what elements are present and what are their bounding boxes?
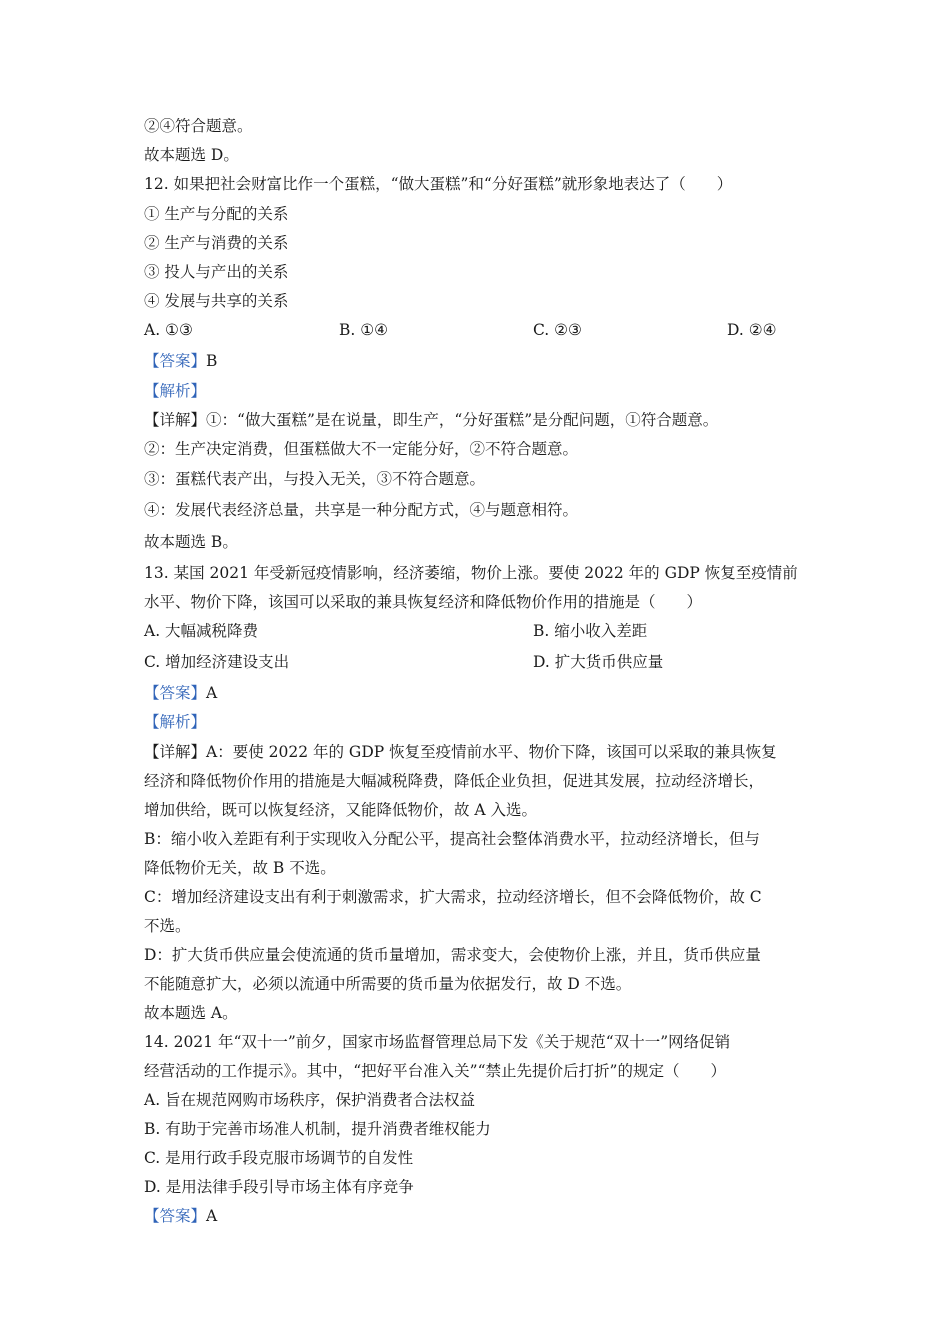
q13-detail-line: B：缩小收入差距有利于实现收入分配公平，提高社会整体消费水平，拉动经济增长，但与	[144, 830, 760, 848]
q14-option-b: B. 有助于完善市场准人机制，提升消费者维权能力	[144, 1120, 491, 1138]
question-14-stem-cont: 经营活动的工作提示》。其中，“把好平台准入关”“禁止先提价后打折”的规定（ ）	[144, 1062, 726, 1080]
answer-value: A	[206, 684, 218, 702]
q13-detail-line: 经济和降低物价作用的措施是大幅减税降费，降低企业负担，促进其发展，拉动经济增长，	[144, 772, 765, 790]
q13-detail-line: 降低物价无关，故 B 不选。	[144, 859, 336, 877]
answer-value: A	[206, 1207, 218, 1225]
statement-4: ④ 发展与共享的关系	[144, 292, 289, 310]
q14-option-a: A. 旨在规范网购市场秩序，保护消费者合法权益	[144, 1091, 476, 1109]
detail-tag: 【详解】	[144, 743, 207, 761]
q13-detail-line: 不能随意扩大，必须以流通中所需要的货币量为依据发行，故 D 不选。	[144, 975, 632, 993]
q13-analysis-tag	[144, 712, 206, 732]
q13-option-b: B. 缩小收入差距	[533, 622, 648, 640]
text-line: 故本题选 D。	[144, 146, 239, 164]
detail-text: ①：“做大蛋糕”是在说量，即生产，“分好蛋糕”是分配问题，①符合题意。	[206, 411, 719, 429]
q12-answer	[144, 351, 217, 371]
q13-detail-line: D：扩大货币供应量会使流通的货币量增加，需求变大，会使物价上涨，并且，货币供应量	[144, 946, 761, 964]
analysis-tag: 【解析】	[144, 713, 207, 731]
statement-3: ③ 投人与产出的关系	[144, 263, 289, 281]
question-13-stem-cont: 水平、物价下降，该国可以采取的兼具恢复经济和降低物价作用的措施是（ ）	[144, 593, 703, 611]
q12-detail-line: ④：发展代表经济总量，共享是一种分配方式，④与题意相符。	[144, 501, 579, 519]
q13-conclusion: 故本题选 A。	[144, 1004, 238, 1022]
q12-analysis-tag	[144, 381, 206, 401]
q13-detail-line: 不选。	[144, 917, 191, 935]
detail-tag: 【详解】	[144, 411, 207, 429]
q13-detail-line: 增加供给，既可以恢复经济，又能降低物价，故 A 入选。	[144, 801, 538, 819]
question-14-stem: 14. 2021 年“双十一”前夕，国家市场监督管理总局下发《关于规范“双十一”网络促销	[144, 1033, 731, 1051]
q12-conclusion: 故本题选 B。	[144, 533, 238, 551]
answer-value: B	[206, 352, 218, 370]
q12-option-a: A. ①③	[144, 321, 193, 339]
analysis-tag: 【解析】	[144, 382, 207, 400]
q13-option-a: A. 大幅减税降费	[144, 622, 259, 640]
q14-option-c: C. 是用行政手段克服市场调节的自发性	[144, 1149, 414, 1167]
q13-detail-first	[144, 742, 777, 762]
q12-option-d: D. ②④	[727, 321, 777, 339]
q13-option-d: D. 扩大货币供应量	[533, 653, 664, 671]
q13-answer	[144, 683, 217, 703]
answer-tag: 【答案】	[144, 1207, 207, 1225]
q14-option-d: D. 是用法律手段引导市场主体有序竞争	[144, 1178, 414, 1196]
q13-option-c: C. 增加经济建设支出	[144, 653, 290, 671]
answer-tag: 【答案】	[144, 684, 207, 702]
text-line: ②④符合题意。	[144, 117, 253, 135]
statement-2: ② 生产与消费的关系	[144, 234, 289, 252]
question-13-stem: 13. 某国 2021 年受新冠疫情影响，经济萎缩，物价上涨。要使 2022 年的 GDP 恢复至疫情前	[144, 564, 798, 582]
q12-option-c: C. ②③	[533, 321, 582, 339]
q12-option-b: B. ①④	[339, 321, 389, 339]
q13-detail-line: C：增加经济建设支出有利于刺激需求，扩大需求，拉动经济增长，但不会降低物价，故 C	[144, 888, 762, 906]
statement-1: ① 生产与分配的关系	[144, 205, 289, 223]
q12-detail-line: ③：蛋糕代表产出，与投入无关，③不符合题意。	[144, 470, 486, 488]
answer-tag: 【答案】	[144, 352, 207, 370]
detail-text: A：要使 2022 年的 GDP 恢复至疫情前水平、物价下降，该国可以采取的兼具恢复	[206, 743, 777, 761]
q14-answer	[144, 1206, 217, 1226]
question-12-stem: 12. 如果把社会财富比作一个蛋糕，“做大蛋糕”和“分好蛋糕”就形象地表达了（ ）	[144, 175, 733, 193]
q12-detail-first	[144, 410, 718, 430]
q12-detail-line: ②：生产决定消费，但蛋糕做大不一定能分好，②不符合题意。	[144, 440, 579, 458]
